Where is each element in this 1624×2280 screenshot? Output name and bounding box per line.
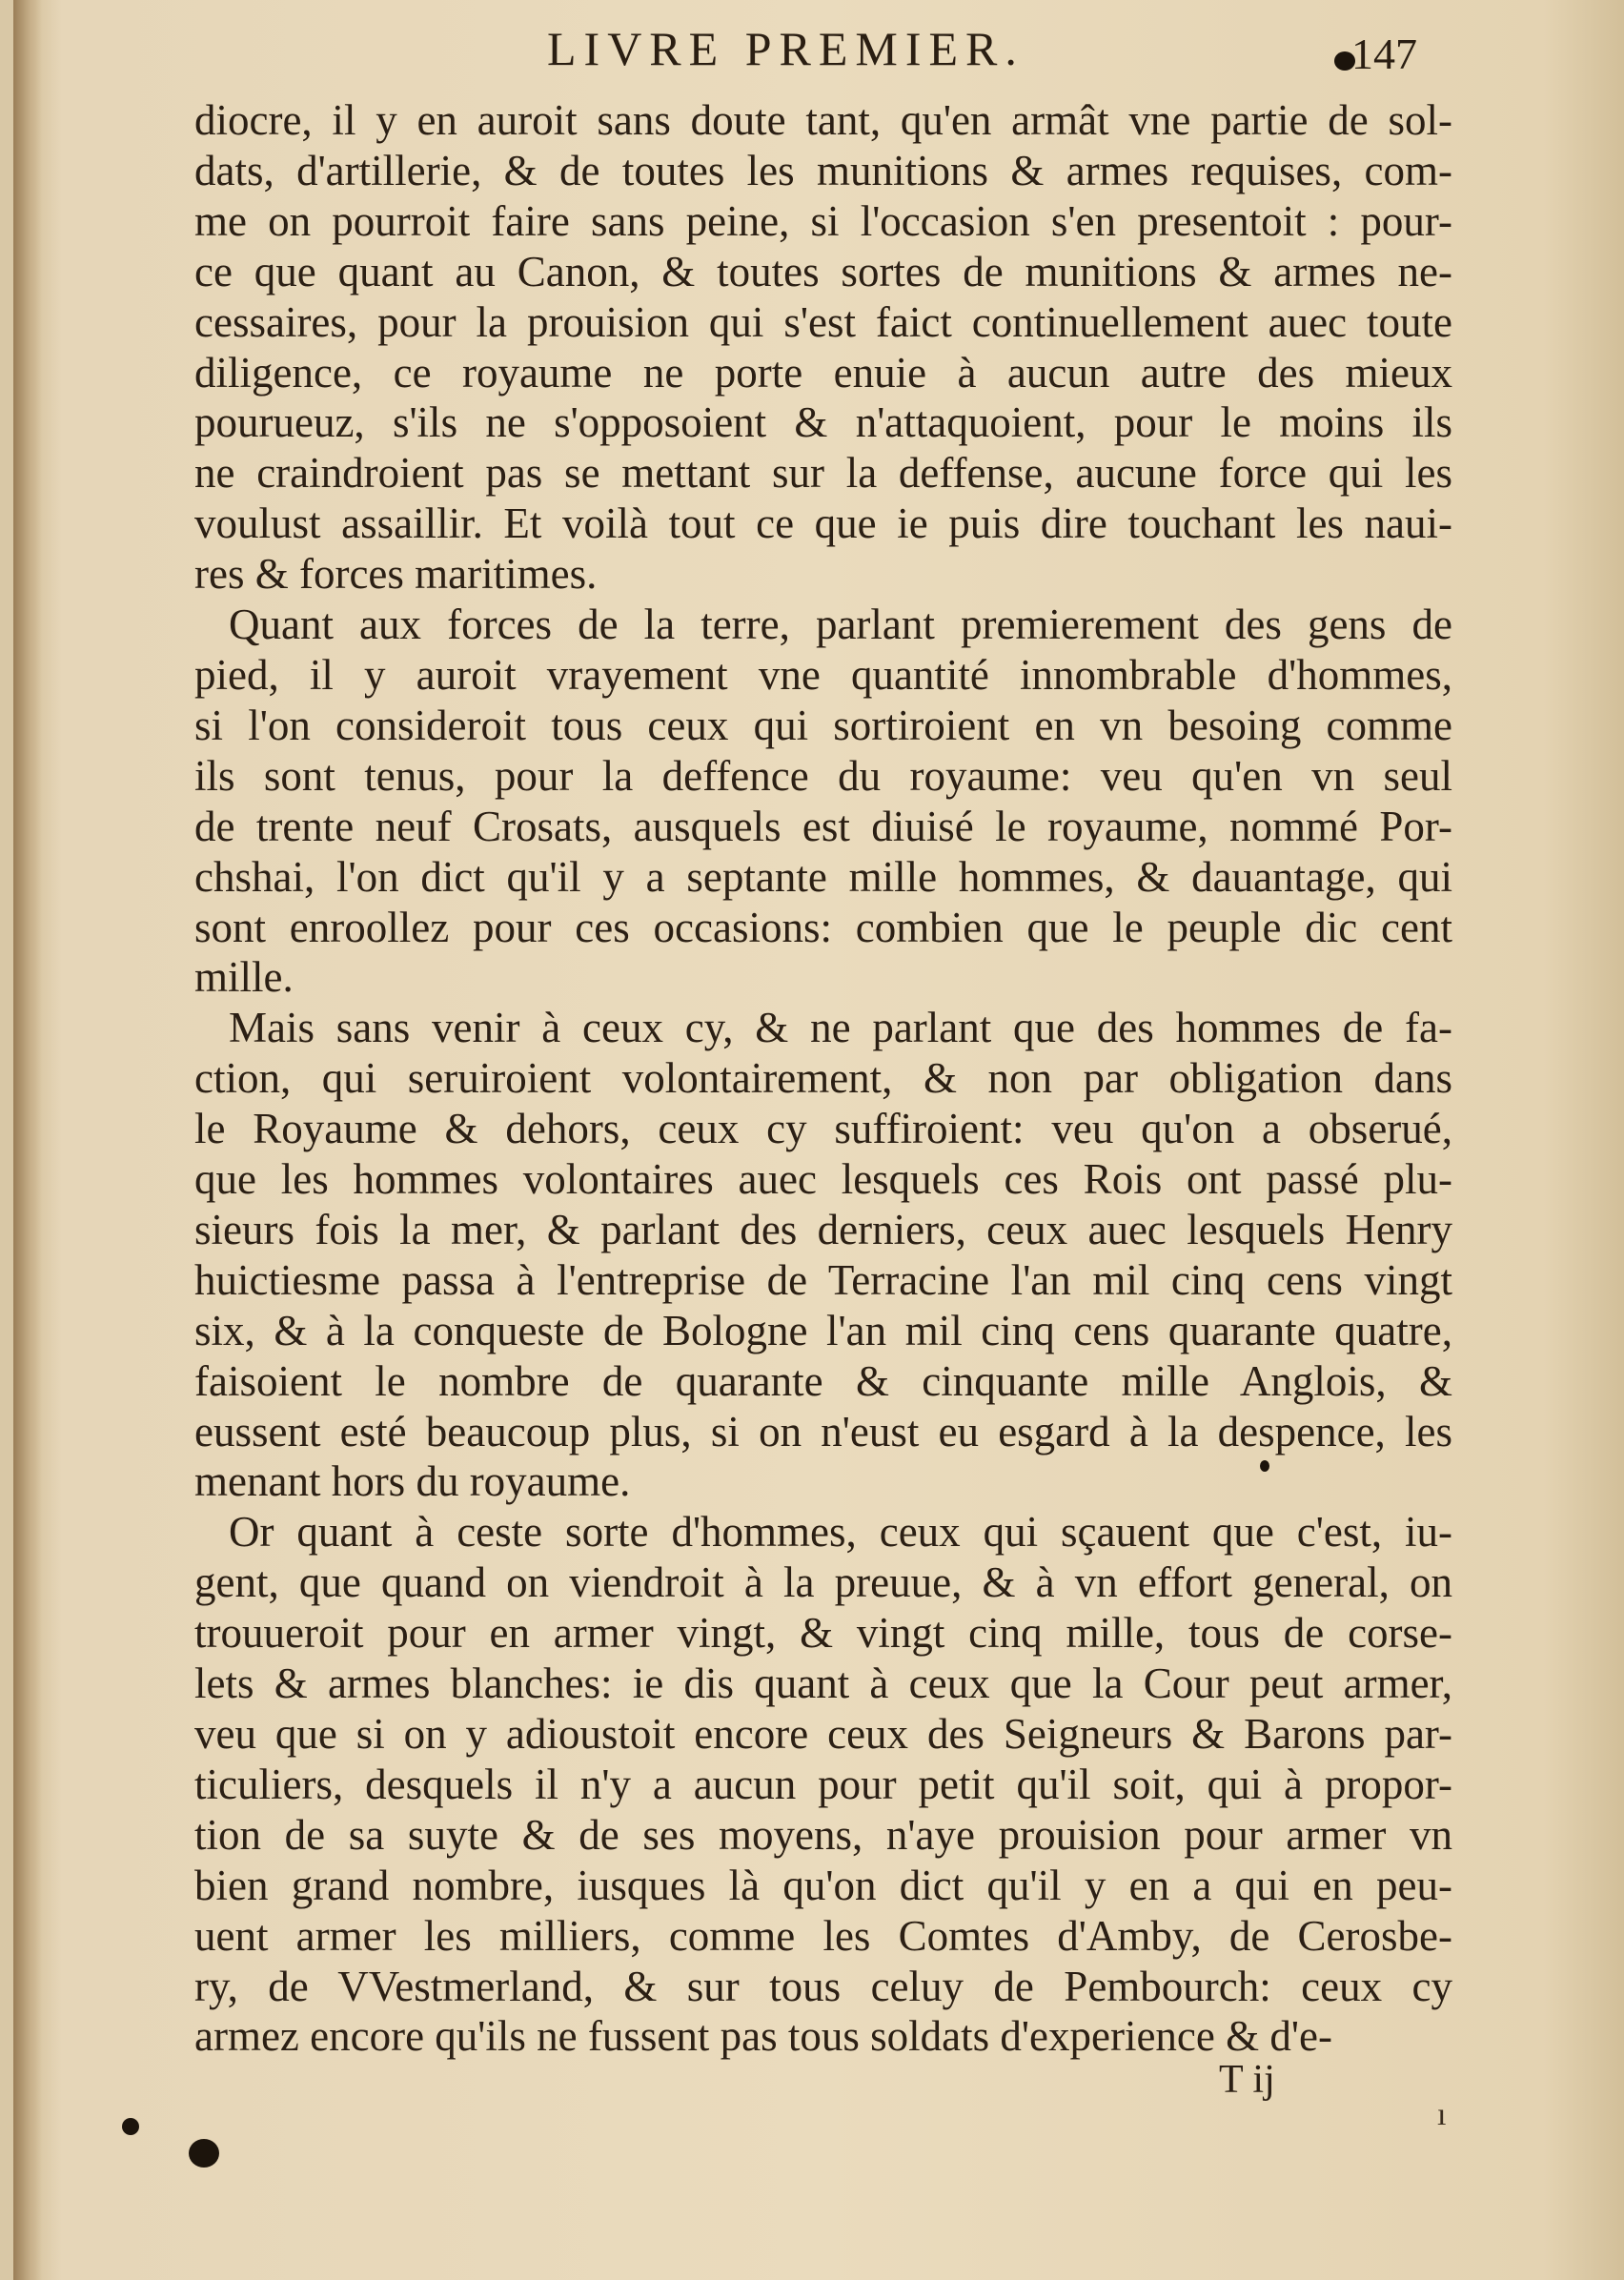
text-line: cessaires, pour la prouision qui s'est faict continuellement auec toute <box>194 297 1452 346</box>
text-line: diocre, il y en auroit sans doute tant, qu'en armât vne partie de sol- <box>194 96 1452 144</box>
text-line: que les hommes volontaires auec lesquels ces Rois ont passé plu- <box>194 1155 1452 1204</box>
ink-blot <box>189 2139 219 2168</box>
text-line: menant hors du royaume. <box>194 1457 631 1506</box>
text-line: six, & à la conqueste de Bologne l'an mil cinq cens quarante quatre, <box>194 1306 1452 1354</box>
text-line: ne craindroient pas se mettant sur la deffense, aucune force qui les <box>194 449 1452 498</box>
text-line: ticuliers, desquels il n'y a aucun pour petit qu'il soit, qui à propor- <box>194 1760 1452 1808</box>
text-line: uent armer les milliers, comme les Comtes d'Amby, de Cerosbe- <box>194 1911 1452 1960</box>
text-line: me on pourroit faire sans peine, si l'occasion s'en presentoit : pour- <box>194 196 1452 245</box>
text-line: mille. <box>194 953 294 1002</box>
running-title: LIVRE PREMIER. <box>547 22 1025 75</box>
text-line: tion de sa suyte & de ses moyens, n'aye prouision pour armer vn <box>194 1810 1452 1859</box>
text-line: lets & armes blanches: ie dis quant à ceux que la Cour peut armer, <box>194 1659 1452 1708</box>
text-line: Quant aux forces de la terre, parlant premierement des gens de <box>229 601 1452 649</box>
text-line: res & forces maritimes. <box>194 550 598 599</box>
ink-blot <box>122 2118 139 2135</box>
text-line: voulust assaillir. Et voilà tout ce que ie puis dire touchant les naui- <box>194 499 1452 548</box>
text-line: ry, de VVestmerland, & sur tous celuy de Pembourch: ceux cy <box>194 1962 1452 2010</box>
paragraph <box>194 1003 1452 1507</box>
page-number: 147 <box>1351 30 1417 78</box>
text-line: bien grand nombre, iusques là qu'on dict qu'il y en a qui en peu- <box>194 1861 1452 1909</box>
text-line: faisoient le nombre de quarante & cinquante mille Anglois, & <box>194 1356 1452 1405</box>
page-gutter <box>13 0 42 2280</box>
text-line: armez encore qu'ils ne fussent pas tous soldats d'experience & d'e- <box>194 2012 1332 2061</box>
text-line: eussent esté beaucoup plus, si on n'eust eu esgard à la despence, les <box>194 1407 1452 1456</box>
text-line: le Royaume & dehors, ceux cy suffiroient: veu qu'on a obserué, <box>194 1105 1452 1153</box>
paragraph <box>194 1507 1452 2062</box>
ink-blot <box>1260 1460 1269 1472</box>
text-line: chshai, l'on dict qu'il y a septante mille hommes, & dauantage, qui <box>194 852 1452 901</box>
text-line: dats, d'artillerie, & de toutes les munitions & armes requises, com- <box>194 146 1452 194</box>
book-page <box>13 0 1624 2280</box>
signature-mark: T ij <box>1219 2058 1275 2102</box>
text-line: Or quant à ceste sorte d'hommes, ceux qui sçauent que c'est, iu- <box>229 1508 1452 1557</box>
text-line: huictiesme passa à l'entreprise de Terracine l'an mil cinq cens vingt <box>194 1255 1452 1304</box>
paragraph <box>194 600 1452 1003</box>
text-line: ce que quant au Canon, & toutes sortes de munitions & armes ne- <box>194 247 1452 295</box>
text-body <box>194 95 1452 2062</box>
paragraph <box>194 95 1452 600</box>
text-line: trouueroit pour en armer vingt, & vingt cinq mille, tous de corse- <box>194 1609 1452 1658</box>
text-line: Mais sans venir à ceux cy, & ne parlant que des hommes de fa- <box>229 1004 1452 1052</box>
text-line: si l'on consideroit tous ceux qui sortiroient en vn besoing comme <box>194 701 1452 749</box>
text-line: pourueuz, s'ils ne s'opposoient & n'attaquoient, pour le moins ils <box>194 398 1452 447</box>
text-line: ils sont tenus, pour la deffence du royaume: veu qu'en vn seul <box>194 751 1452 800</box>
text-line: sieurs fois la mer, & parlant des derniers, ceux auec lesquels Henry <box>194 1205 1452 1253</box>
text-line: pied, il y auroit vrayement vne quantité innombrable d'hommes, <box>194 650 1452 699</box>
text-line: de trente neuf Crosats, ausquels est diuisé le royaume, nommé Por- <box>194 802 1452 850</box>
stray-mark: ı <box>1437 2097 1447 2132</box>
text-line: ction, qui seruiroient volontairement, & non par obligation dans <box>194 1054 1452 1103</box>
text-line: diligence, ce royaume ne porte enuie à aucun autre des mieux <box>194 348 1452 397</box>
text-line: gent, que quand on viendroit à la preuue, & à vn effort general, on <box>194 1558 1452 1607</box>
text-line: sont enroollez pour ces occasions: combien que le peuple dic cent <box>194 903 1452 951</box>
text-line: veu que si on y adioustoit encore ceux des Seigneurs & Barons par- <box>194 1710 1452 1758</box>
